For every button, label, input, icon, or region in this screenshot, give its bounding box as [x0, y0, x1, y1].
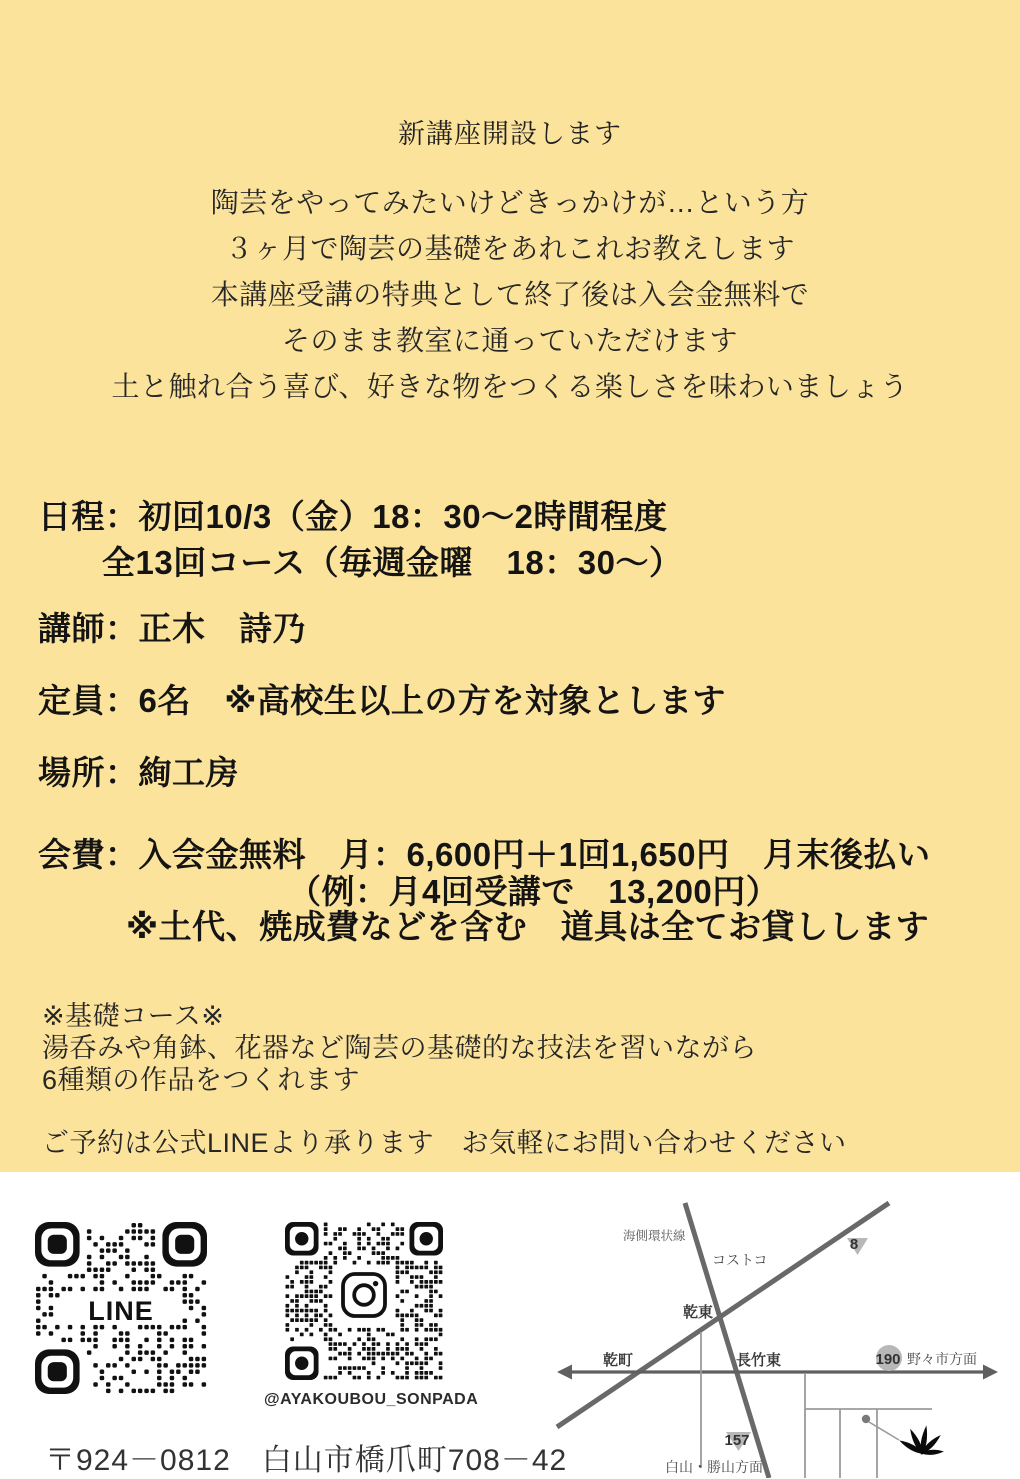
intro-line: 本講座受講の特典として終了後は入会金無料で [210, 279, 810, 310]
route157-number: 157 [724, 1432, 750, 1449]
instagram-handle: @AYAKOUBOU_SONPADA [264, 1391, 479, 1408]
line-qr-label: LINE [88, 1296, 154, 1326]
intro-line: ３ヶ月で陶芸の基礎をあれこれお教えします [224, 233, 795, 264]
schedule-line1: 日程：初回10/3（金）18：30～2時間程度 [38, 498, 668, 535]
access-map [545, 1195, 1020, 1478]
location-dot [862, 1415, 870, 1423]
arrow-left [557, 1365, 572, 1380]
fee-line2: （例：月4回受講で 13,200円） [288, 873, 780, 910]
map-label-hakusan: 白山・勝山方面 [665, 1459, 763, 1475]
intro-line: そのまま教室に通っていただけます [281, 325, 738, 356]
instructor-line: 講師：正木 詩乃 [38, 610, 306, 647]
reservation-line: ご予約は公式LINEより承ります お気軽にお問い合わせください [42, 1128, 847, 1158]
qr-modules [285, 1222, 443, 1380]
capacity-line: 定員：6名 ※高校生以上の方を対象とします [38, 682, 726, 719]
arrow-right [983, 1365, 998, 1380]
route8-number: 8 [849, 1236, 859, 1253]
map-label-inui-machi: 乾町 [603, 1352, 634, 1369]
course-note-title: ※基礎コース※ [42, 1001, 225, 1031]
studio-leaf-logo [896, 1419, 950, 1461]
road-route8 [557, 1203, 889, 1427]
map-label-inui-higashi: 乾東 [683, 1304, 714, 1321]
place-line: 場所：絢工房 [38, 754, 239, 791]
line-qr-code [35, 1222, 207, 1394]
map-label-costco: コストコ [712, 1252, 768, 1268]
intro-line: 土と触れ合う喜び、好きな物をつくる楽しさを味わいましょう [111, 371, 909, 402]
flyer-title: 新講座開設します [398, 119, 622, 149]
map-label-ring-road: 海側環状線 [623, 1229, 686, 1243]
course-note-line: 6種類の作品をつくれます [42, 1065, 361, 1095]
schedule-line2: 全13回コース（毎週金曜 18：30～） [102, 544, 683, 581]
instagram-icon [343, 1274, 385, 1316]
postal-address: 〒924－0812 白山市橋爪町708－42 [45, 1444, 568, 1477]
intro-paragraph [0, 180, 1020, 410]
pointer-line [869, 1422, 899, 1440]
intro-line: 陶芸をやってみたいけどきっかけが…という方 [210, 187, 810, 218]
map-label-nagatake-higashi: 長竹東 [736, 1352, 782, 1369]
map-label-nonoichi: 野々市方面 [907, 1351, 977, 1367]
route190-number: 190 [875, 1351, 901, 1368]
course-note-line: 湯呑みや角鉢、花器など陶芸の基礎的な技法を習いながら [42, 1033, 757, 1063]
instagram-qr-code [285, 1222, 443, 1380]
fee-line1: 会費：入会金無料 月：6,600円＋1回1,650円 月末後払い [38, 836, 931, 873]
fee-line3: ※土代、焼成費などを含む 道具は全てお貸しします [126, 908, 930, 945]
